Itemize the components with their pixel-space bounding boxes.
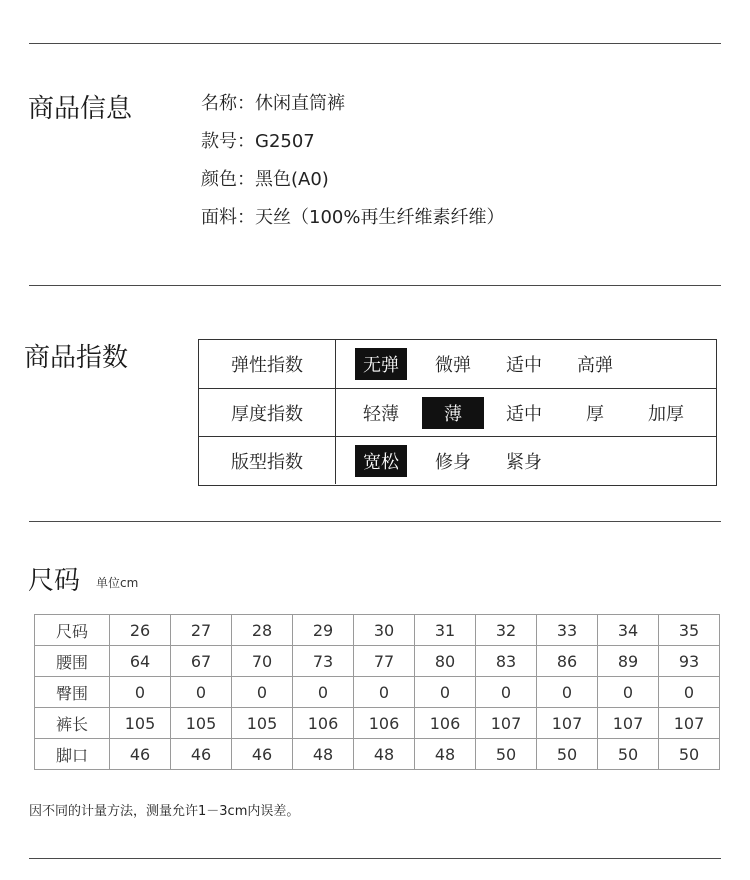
size-cell: 27 (171, 615, 232, 646)
product-info-title: 商品信息 (28, 94, 133, 124)
size-cell: 28 (232, 615, 293, 646)
thickness-option: 厚 (586, 403, 604, 425)
product-index-title: 商品指数 (24, 343, 129, 373)
size-row-size (35, 615, 720, 646)
elasticity-option: 无弹 (355, 348, 407, 380)
size-cell: 0 (171, 677, 232, 708)
index-row-fit (199, 436, 716, 484)
size-cell: 107 (598, 708, 659, 739)
size-cell: 50 (476, 739, 537, 770)
index-label-elasticity: 弹性指数 (199, 340, 336, 388)
size-cell: 77 (354, 646, 415, 677)
elasticity-option: 微弹 (435, 355, 471, 376)
thickness-option: 适中 (506, 403, 542, 425)
size-cell: 46 (171, 739, 232, 770)
size-row-header: 尺码 (35, 615, 110, 646)
size-cell: 0 (110, 677, 171, 708)
info-color: 颜色：黑色(A0) (201, 169, 329, 190)
size-cell: 50 (659, 739, 720, 770)
index-table (198, 339, 717, 486)
size-row-header: 臀围 (35, 677, 110, 708)
divider-index (29, 521, 721, 522)
size-cell: 89 (598, 646, 659, 677)
size-cell: 0 (598, 677, 659, 708)
size-unit-label: 单位cm (96, 576, 139, 590)
size-cell: 48 (293, 739, 354, 770)
size-cell: 106 (293, 708, 354, 739)
size-cell: 107 (537, 708, 598, 739)
index-label-fit: 版型指数 (199, 437, 336, 484)
thickness-option: 轻薄 (363, 403, 399, 425)
info-style-number: 款号：G2507 (201, 131, 315, 152)
size-cell: 29 (293, 615, 354, 646)
size-cell: 35 (659, 615, 720, 646)
size-cell: 0 (232, 677, 293, 708)
size-cell: 26 (110, 615, 171, 646)
size-cell: 48 (415, 739, 476, 770)
elasticity-option: 适中 (506, 355, 542, 376)
divider-bottom (29, 858, 721, 859)
size-cell: 0 (293, 677, 354, 708)
size-row-header: 腰围 (35, 646, 110, 677)
size-cell: 70 (232, 646, 293, 677)
size-cell: 0 (476, 677, 537, 708)
size-row-hem (35, 739, 720, 770)
size-cell: 30 (354, 615, 415, 646)
size-cell: 86 (537, 646, 598, 677)
size-cell: 0 (415, 677, 476, 708)
size-cell: 31 (415, 615, 476, 646)
size-cell: 93 (659, 646, 720, 677)
size-cell: 106 (354, 708, 415, 739)
size-cell: 67 (171, 646, 232, 677)
size-row-header: 裤长 (35, 708, 110, 739)
size-cell: 50 (598, 739, 659, 770)
size-cell: 105 (232, 708, 293, 739)
size-cell: 46 (110, 739, 171, 770)
size-cell: 46 (232, 739, 293, 770)
fit-option: 紧身 (506, 451, 542, 473)
size-cell: 34 (598, 615, 659, 646)
size-row-waist (35, 646, 720, 677)
size-cell: 0 (659, 677, 720, 708)
size-cell: 0 (537, 677, 598, 708)
index-row-elasticity (199, 340, 716, 388)
divider-info (29, 285, 721, 286)
fit-option: 修身 (435, 451, 471, 473)
size-chart-title: 尺码 (28, 566, 81, 596)
size-row-length (35, 708, 720, 739)
size-cell: 73 (293, 646, 354, 677)
size-cell: 83 (476, 646, 537, 677)
divider-top (29, 43, 721, 44)
size-row-header: 脚口 (35, 739, 110, 770)
size-row-hip (35, 677, 720, 708)
index-row-thickness (199, 388, 716, 436)
size-cell: 64 (110, 646, 171, 677)
info-fabric: 面料：天丝（100%再生纤维素纤维） (201, 207, 505, 228)
index-label-thickness: 厚度指数 (199, 389, 336, 436)
size-cell: 48 (354, 739, 415, 770)
measurement-note: 因不同的计量方法，测量允许1－3cm内误差。 (29, 804, 300, 819)
size-cell: 50 (537, 739, 598, 770)
size-cell: 0 (354, 677, 415, 708)
size-cell: 107 (659, 708, 720, 739)
elasticity-option: 高弹 (577, 355, 613, 376)
size-cell: 32 (476, 615, 537, 646)
size-cell: 33 (537, 615, 598, 646)
size-table (34, 614, 720, 770)
product-info-list (201, 85, 504, 237)
fit-option: 宽松 (355, 445, 407, 477)
size-cell: 107 (476, 708, 537, 739)
size-cell: 106 (415, 708, 476, 739)
thickness-option: 薄 (422, 397, 484, 429)
thickness-option: 加厚 (648, 403, 684, 425)
size-cell: 105 (110, 708, 171, 739)
size-cell: 80 (415, 646, 476, 677)
size-cell: 105 (171, 708, 232, 739)
info-name: 名称：休闲直筒裤 (201, 93, 345, 114)
